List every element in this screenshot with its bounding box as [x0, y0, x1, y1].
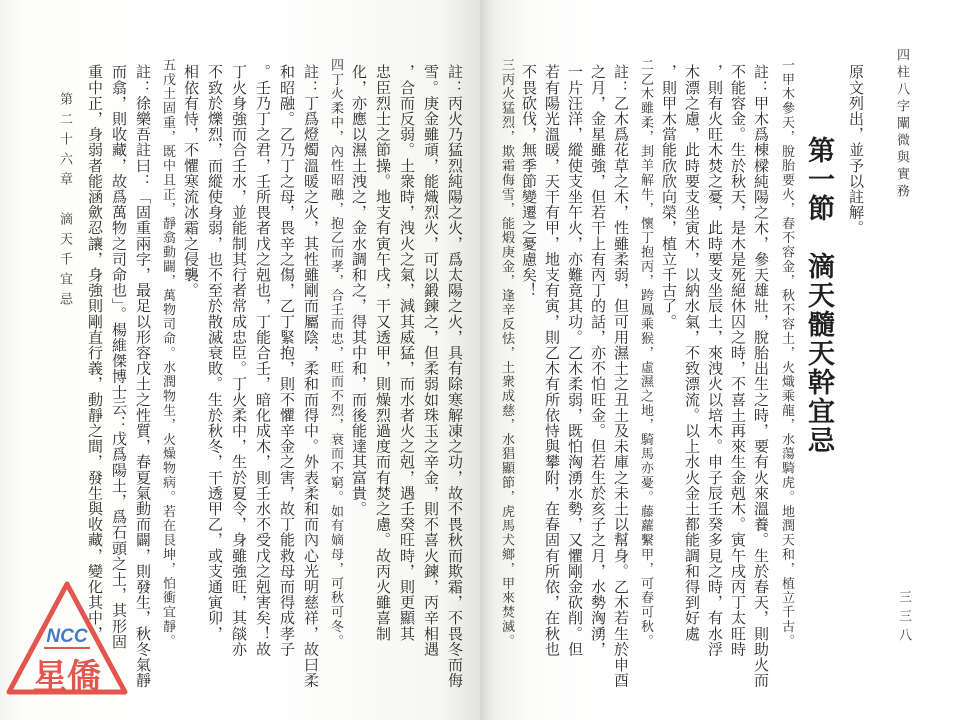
commentary-column: 註：徐樂吾註曰：「固重兩字，最足以形容戊土之性質，春夏氣動而闢，則發生，秋冬氣靜 [134, 64, 152, 688]
original-text-column: 一甲木參天，脫胎要火，春不容金，秋不容土，火熾乘龍，水蕩騎虎。地潤天和，植立千古。 [779, 58, 794, 649]
original-text-column: 四丁火柔中，內性昭融，抱乙而孝，合壬而忠，旺而不烈，衰而不窮。如有嫡母，可秋可冬。 [328, 58, 343, 649]
right-page [480, 0, 960, 720]
page-number: 三三八 [896, 590, 911, 647]
logo-latin-text: NCC [46, 626, 88, 647]
commentary-column: 忠臣烈士之節操。地支有寅午戌，干又透甲，則燥烈過度而有焚之慮。故丙火雖喜制 [374, 64, 392, 642]
publisher-logo [4, 578, 130, 702]
commentary-column: 不能容金。生於秋天，是木是死絕休囚之時，不喜土再來生金剋木。寅午戌丙丁太旺時 [729, 64, 747, 657]
commentary-column: 化，亦應以濕土洩之，金水調和之，得其中和，而後能達其富貴。 [350, 64, 368, 517]
commentary-column: 之月，金星雖強，但若干上有丙丁的話，亦不怕旺金。但若生於亥子之月，水勢洶湧， [589, 64, 607, 657]
commentary-column: 不致於爍烈，而縱使身弱，也不至於散滅衰敗。生於秋冬，干透甲乙，或支通寅卯， [206, 64, 224, 642]
commentary-column: 和昭融。乙乃丁之母，畏辛之傷，乙丁緊抱，則不懼辛金之害，故丁能救母而得成孝子 [278, 64, 296, 657]
commentary-column: 而翕，則收藏，故爲萬物之司命也」。楊維傑博士云：戊爲陽土，爲石頭之土，其形固 [110, 64, 128, 650]
original-text-column: 三丙火猛烈，欺霜侮雪，能煅庚金，逢辛反怯，土衆成慈，水猖顯節，虎馬犬鄉，甲來焚滅。 [499, 58, 514, 649]
commentary-column: 相依有恃，不懼寒流冰霜之侵襲。 [182, 64, 200, 298]
original-text-column: 五戊土固重，既中且正，靜翕動闢，萬物司命。水潤物生，火燥物病。若在艮坤，怕衝宜靜。 [160, 58, 175, 649]
commentary-column: 雪。庚金雖頑，能熾烈火，可以鍛鍊之，但柔弱如珠玉之辛金，則不喜火鍊，丙辛相遇 [422, 64, 440, 657]
running-footer: 第二十六章 滴天千宜忌 [57, 92, 72, 312]
commentary-column: 木漂之慮，此時要支坐寅木，以納水氣，不致漂流。以上水火金土都能調和得到好處 [683, 64, 701, 642]
running-header: 四柱八字闡微與實務 [894, 48, 909, 201]
commentary-column: 。壬乃丁之君，壬所畏者戊之剋也，丁能合壬，暗化成木，則壬水不受戊之剋害矣！故 [254, 64, 272, 657]
intro-line: 原文列出，並予以註解。 [847, 64, 865, 236]
commentary-column: ，則甲木當能欣欣向榮，植立千古了。 [660, 64, 678, 330]
commentary-column: 重中正，身弱者能涵歛忍讓，身強則剛直行義，動靜之間，發生與收藏，變化其中， [86, 64, 104, 642]
commentary-column: 註：丙火乃猛烈純陽之火，爲太陽之火，具有除寒解凍之功，故不畏秋而欺霜，不畏冬而侮 [446, 64, 464, 688]
logo-chinese-text: 星僑 [33, 657, 101, 697]
section-title: 第一節 滴天髓天幹宜忌 [803, 136, 834, 455]
commentary-column: 不畏砍伐，無季節變遷之憂慮矣！ [520, 64, 538, 298]
commentary-column: 註：甲木爲棟樑純陽之木，參天雄壯，脫胎出生之時，要有火來溫養。生於春天，則助火而 [752, 64, 770, 688]
commentary-column: ，合而反弱。土衆時，洩火之氣，減其威猛，而水者火之剋，遇壬癸旺時，則更顯其 [398, 64, 416, 642]
commentary-column: 註：乙木爲花草之木，性雖柔弱，但可用濕土之丑土及未庫之未土以幫身。乙木若生於申酉 [612, 64, 630, 688]
commentary-column: ，則有火旺木焚之憂，此時要支坐辰土，來洩火以培木。申子辰壬癸多見之時，有水浮 [706, 64, 724, 657]
commentary-column: 註：丁爲燈燭溫暖之火，其性雖剛而屬陰，柔和而得中。外表柔和而內心光明慈祥，故曰柔 [302, 64, 320, 688]
original-text-column: 二乙木雖柔，刲羊解牛，懷丁抱丙，跨鳳乘猴，虛濕之地，騎馬亦憂。藤蘿繫甲，可春可秋。 [638, 58, 653, 649]
commentary-column: 一片汪洋，縱使支坐午火，亦難竟其功。乙木柔弱，既怕洶湧水勢，又懼剛金砍削。但 [566, 64, 584, 657]
commentary-column: 丁火身強而合壬水，並能制其行者常成忠臣。丁火柔中，生於夏令，身雖強旺，其燄亦 [230, 64, 248, 657]
commentary-column: 若有陽光溫暖，天干有甲，地支有寅，則乙木有所依恃與攀附，在春固有所依，在秋也 [543, 64, 561, 657]
